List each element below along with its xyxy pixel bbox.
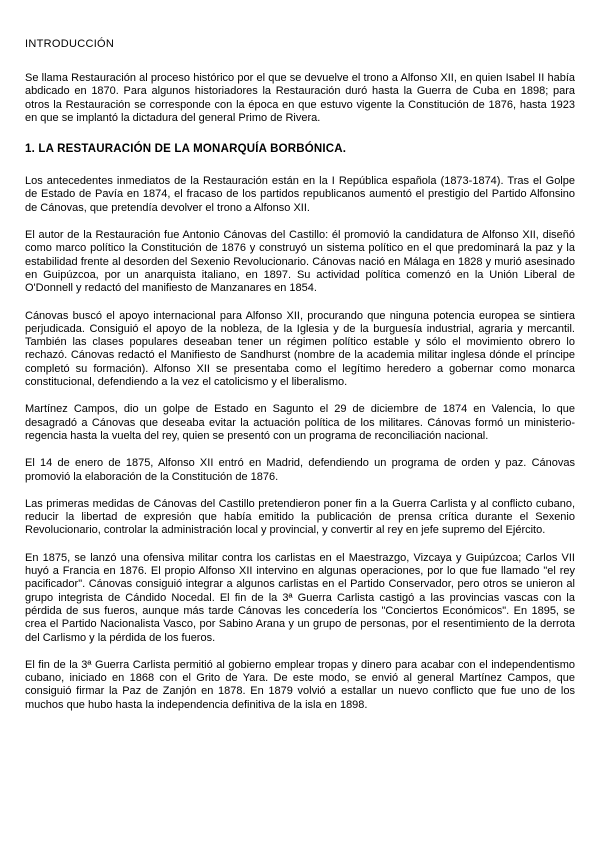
- section-heading: 1. LA RESTAURACIÓN DE LA MONARQUÍA BORBÓNICA.: [25, 143, 347, 156]
- paragraph-apoyo-internacional: Cánovas buscó el apoyo internacional para Alfonso XII, procurando que ninguna potencia europea se sintiera perjudicada. Consiguió el apoyo de la nobleza, de la Iglesia y de la burguesía industrial, agraria y mercantil. También las clases populares deseaban tener un régimen político estable y sólo el movimiento obrero lo rechazó. Cánovas redactó el Manifiesto de Sandhurst (nombre de la academia militar inglesa dónde el príncipe completó su formación). Alfonso XII se presentaba como el legítimo heredero a gobernar como monarca constitucional, defendiendo a la vez el catolicismo y el liberalismo.: [25, 309, 575, 389]
- paragraph-fin-guerra-carlista: El fin de la 3ª Guerra Carlista permitió al gobierno emplear tropas y dinero para acabar con el independentismo cubano, iniciado en 1868 con el Grito de Yara. De este modo, se envió al general Martínez Campos, que consiguió firmar la Paz de Zanjón en 1878. En 1879 volvió a estallar un nuevo conflicto que fue uno de los muchos que hubo hasta la independencia definitiva de la isla en 1898.: [25, 658, 575, 711]
- paragraph-martinez-campos: Martínez Campos, dio un golpe de Estado en Sagunto el 29 de diciembre de 1874 en Valencia, lo que desagradó a Cánovas que deseaba evitar la actuación política de los militares. Cánovas formó un ministerio-regencia hasta la vuelta del rey, quien se presentó con un programa de reconciliación nacional.: [25, 403, 575, 442]
- intro-paragraph: Se llama Restauración al proceso histórico por el que se devuelve el trono a Alfonso XII, en quien Isabel II había abdicado en 1870. Para algunos historiadores la Restauración duró hasta la Guerra de Cuba en 1898; para otros la Restauración se corresponde con la época en que estuvo vigente la Constitución de 1876, hasta 1923 en que se implantó la dictadura del general Primo de Rivera.: [25, 72, 575, 124]
- paragraph-primeras-medidas: Las primeras medidas de Cánovas del Castillo pretendieron poner fin a la Guerra Carlista y al conflicto cubano, reducir la libertad de expresión que había emitido la publicación de prensa crítica durante el Sexenio Revolucionario, controlar la administración local y provincial, y convertir al rey en jefe supremo del Ejército.: [25, 497, 575, 537]
- paragraph-entrada-madrid: El 14 de enero de 1875, Alfonso XII entró en Madrid, defendiendo un programa de orden y paz. Cánovas promovió la elaboración de la Constitución de 1876.: [25, 457, 575, 483]
- paragraph-autor-restauracion: El autor de la Restauración fue Antonio Cánovas del Castillo: él promovió la candidatura de Alfonso XII, diseñó como marco político la Constitución de 1876 y construyó un sistema político en el que predominará la paz y la estabilidad frente al desorden del Sexenio Revolucionario. Cánovas nació en Málaga en 1828 y murió asesinado en Guipúzcoa, por un anarquista italiano, en 1897. Su actividad política comenzó en la Unión Liberal de O'Donnell y redactó del manifiesto de Manzanares en 1854.: [25, 229, 575, 295]
- paragraph-ofensiva-carlista: En 1875, se lanzó una ofensiva militar contra los carlistas en el Maestrazgo, Vizcaya y Guipúzcoa; Carlos VII huyó a Francia en 1876. El propio Alfonso XII intervino en algunas operaciones, por lo que fue llamado "el rey pacificador". Cánovas consiguió integrar a algunos carlistas en el Partido Conservador, pero otros se unieron al grupo integrista de Cándido Nocedal. El fin de la 3ª Guerra Carlista castigó a las provincias vascas con la pérdida de sus fueros, aunque más tarde Cánovas les concedería los "Conciertos Económicos". En 1895, se crea el Partido Nacionalista Vasco, por Sabino Arana y un grupo de personas, por el resentimiento de la derrota del Carlismo y la pérdida de los fueros.: [25, 551, 575, 644]
- intro-heading: INTRODUCCIÓN: [25, 38, 115, 50]
- paragraph-antecedentes: Los antecedentes inmediatos de la Restauración están en la I República española (1873-1874). Tras el Golpe de Estado de Pavía en 1874, el fracaso de los partidos republicanos aumentó el prestigio del Partido Alfonsino de Cánovas, que pretendía devolver el trono a Alfonso XII.: [25, 175, 575, 214]
